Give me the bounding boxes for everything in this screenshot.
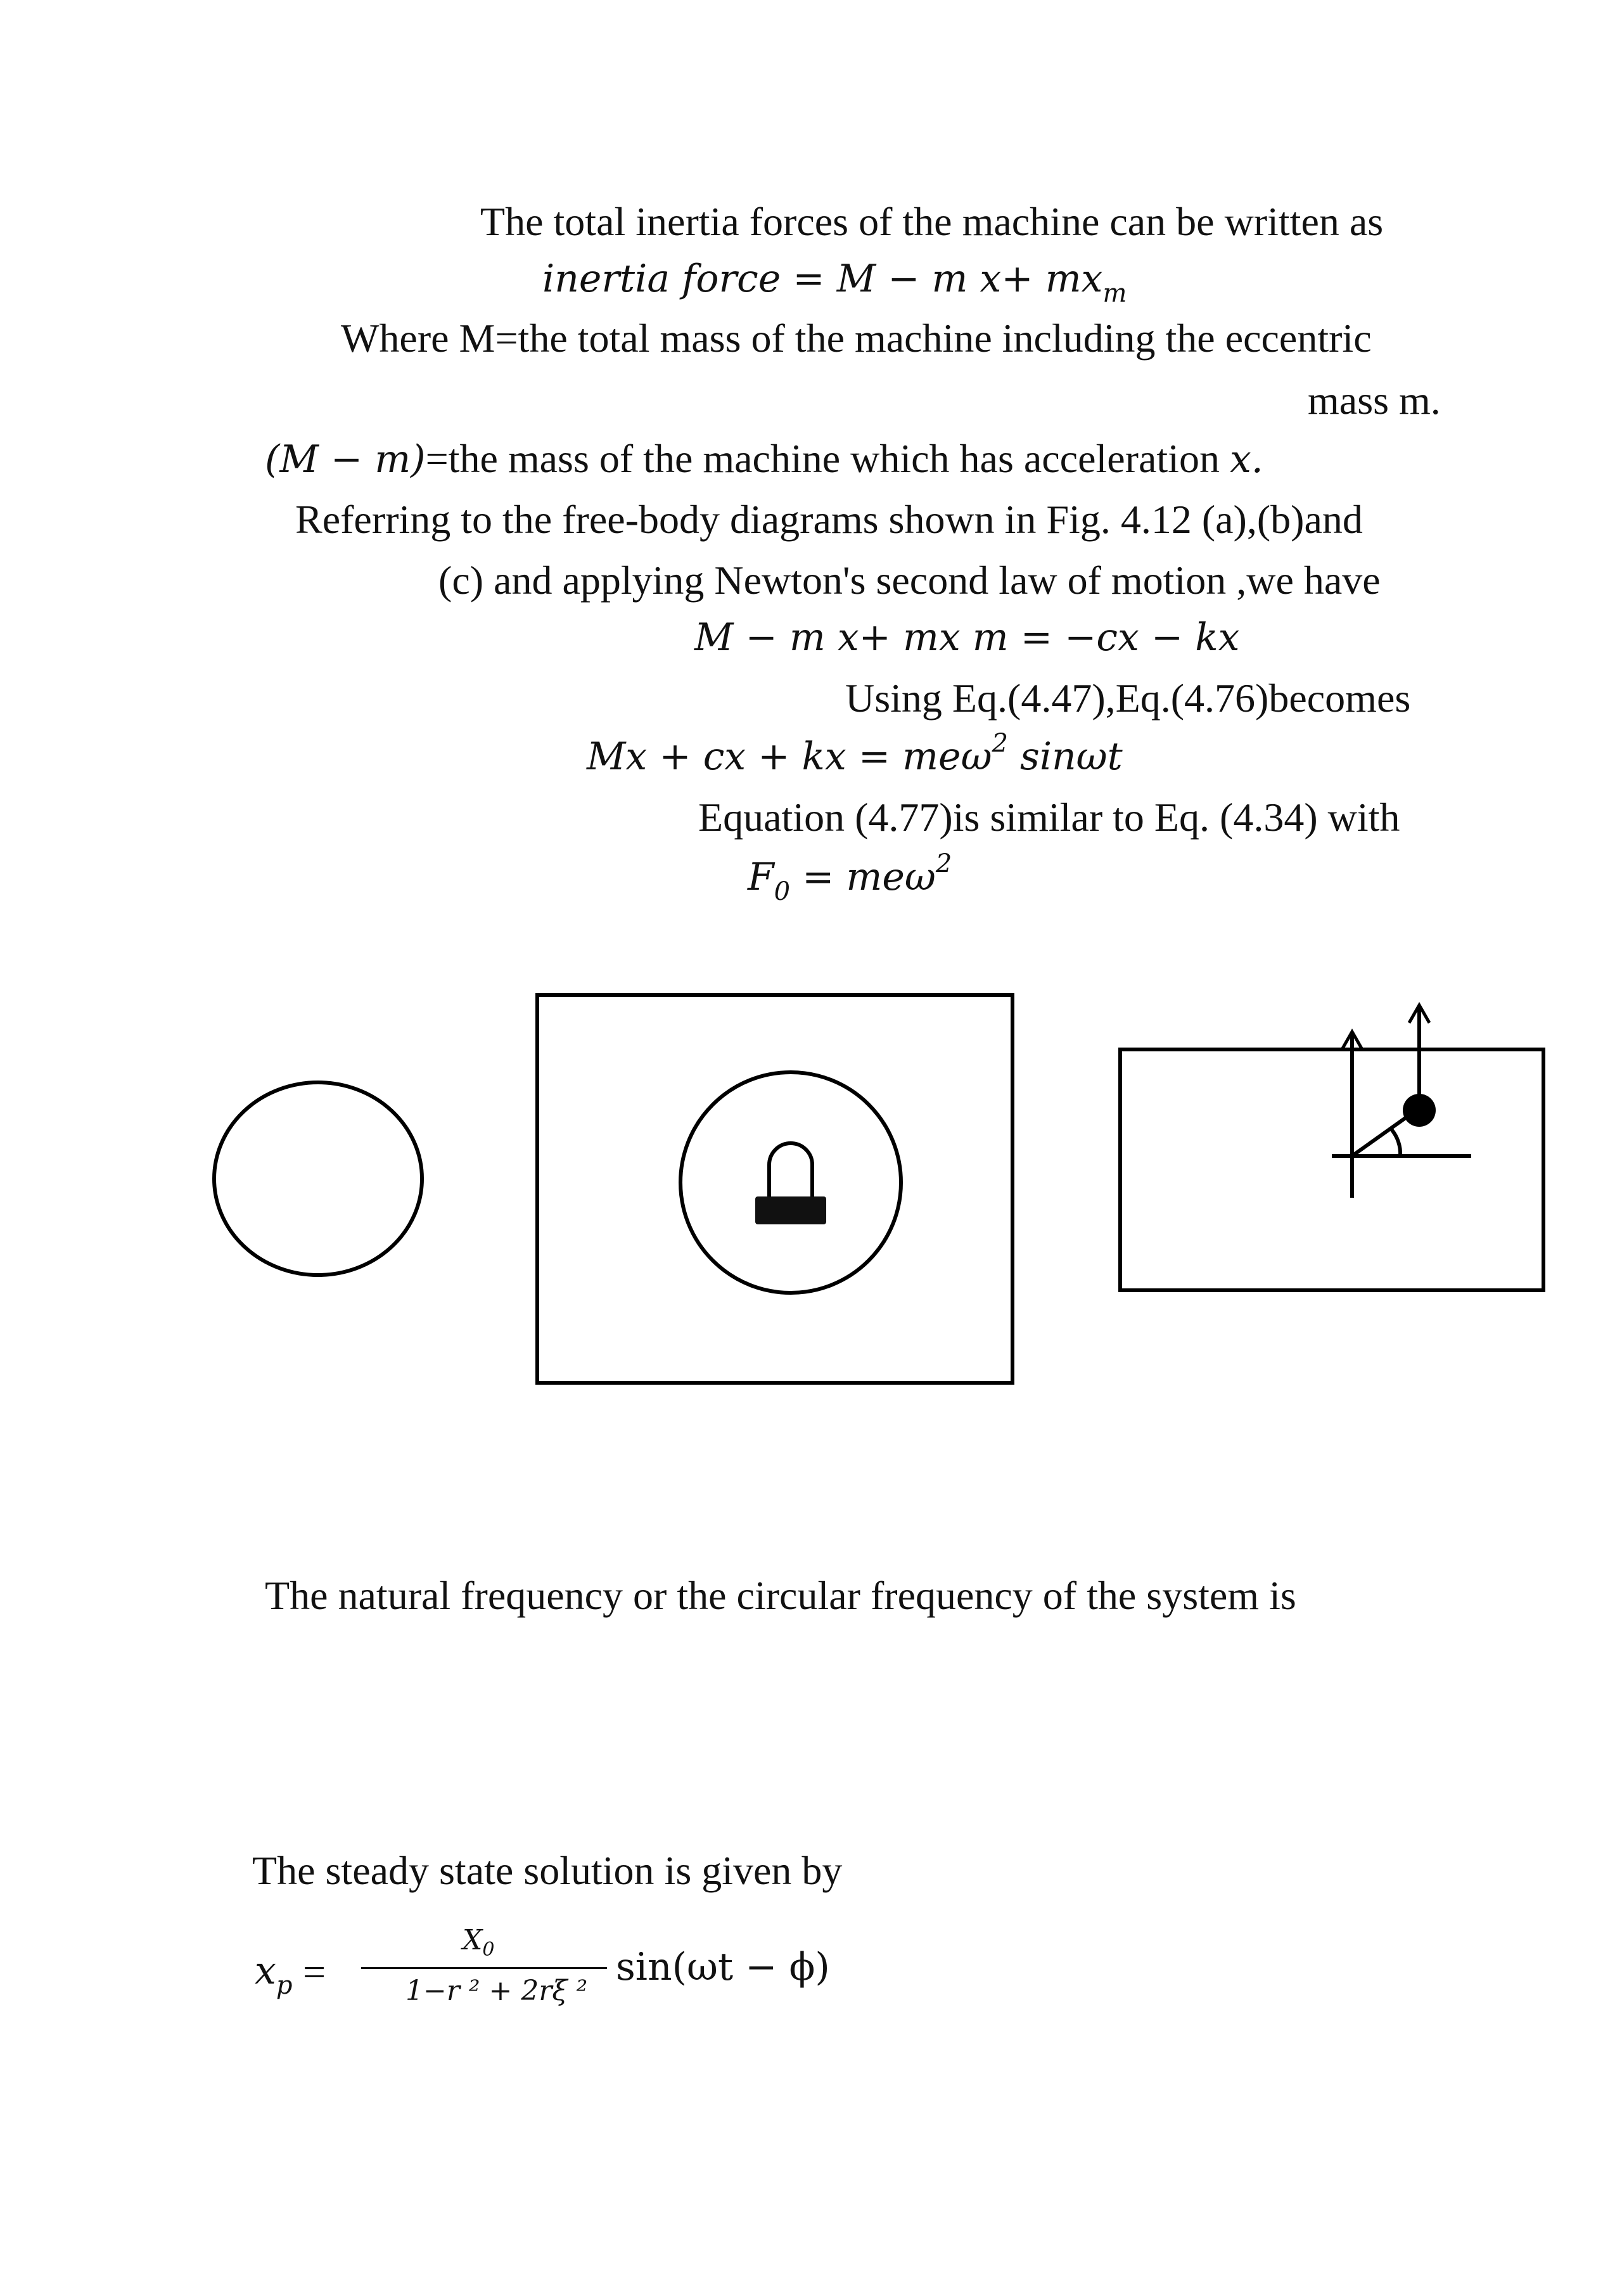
eq3-main: Mx + cx + kx = meω [587,734,992,779]
text-line-7: Using Eq.(4.47),Eq.(4.76)becomes [845,676,1411,721]
eq5-x: x [255,1949,276,1993]
figure-a-circle [214,1082,422,1275]
figure-b-lock-shackle [769,1143,812,1203]
figure-b-circle [680,1072,901,1293]
fraction-bar [361,1967,607,1969]
eq5-equals: = [303,1949,326,1994]
l4-math: (M − m) [265,437,426,482]
eq4-superscript: 2 [935,849,952,878]
eq5-num-subscript: 0 [482,1939,495,1961]
eq5-lhs [255,1949,293,2000]
eq5-numerator [463,1924,495,1961]
text-line-3: mass m. [1308,378,1441,423]
eq5-denominator: 1−r ² + 2rξ ² [406,1975,588,2007]
text-line-10: The steady state solution is given by [252,1848,843,1893]
text-line-1: The total inertia forces of the machine can be written as [480,199,1384,244]
eq4-subscript: 0 [774,877,791,906]
eq4-f: F [748,855,774,899]
eq4-rhs: = meω [790,855,936,899]
l4-text: =the mass of the machine which has acceleration [425,436,1220,481]
eq1-main: inertia force = M − m x+ mx [542,257,1103,301]
text-line-6: (c) and applying Newton's second law of motion ,we have [438,558,1381,603]
eq3-tail: sinωt [1007,734,1123,779]
figure-b-box [537,995,1012,1383]
eq1-subscript: m [1102,279,1127,308]
text-line-5: Referring to the free-body diagrams shown in Fig. 4.12 (a),(b)and [295,497,1363,542]
text-line-2: Where M=the total mass of the machine including the eccentric [341,316,1372,361]
eq5-rhs: sin(ωt − ϕ) [616,1945,830,1989]
equation-newton: M − m x+ mx m = −cx − kx [694,615,1240,660]
text-line-8: Equation (4.77)is similar to Eq. (4.34) with [698,795,1400,840]
text-line-9: The natural frequency or the circular frequency of the system is [265,1573,1296,1618]
lock-icon [755,1196,826,1224]
eq5-lhs-subscript: p [276,1971,293,2000]
figure-c-angle-arc [1391,1129,1400,1156]
eccentric-mass-dot [1403,1094,1436,1127]
figure-c-box [1120,1049,1543,1290]
l4-end: x. [1229,437,1263,482]
eq3-superscript: 2 [992,729,1008,758]
eq5-num-x: X [463,1924,483,1956]
